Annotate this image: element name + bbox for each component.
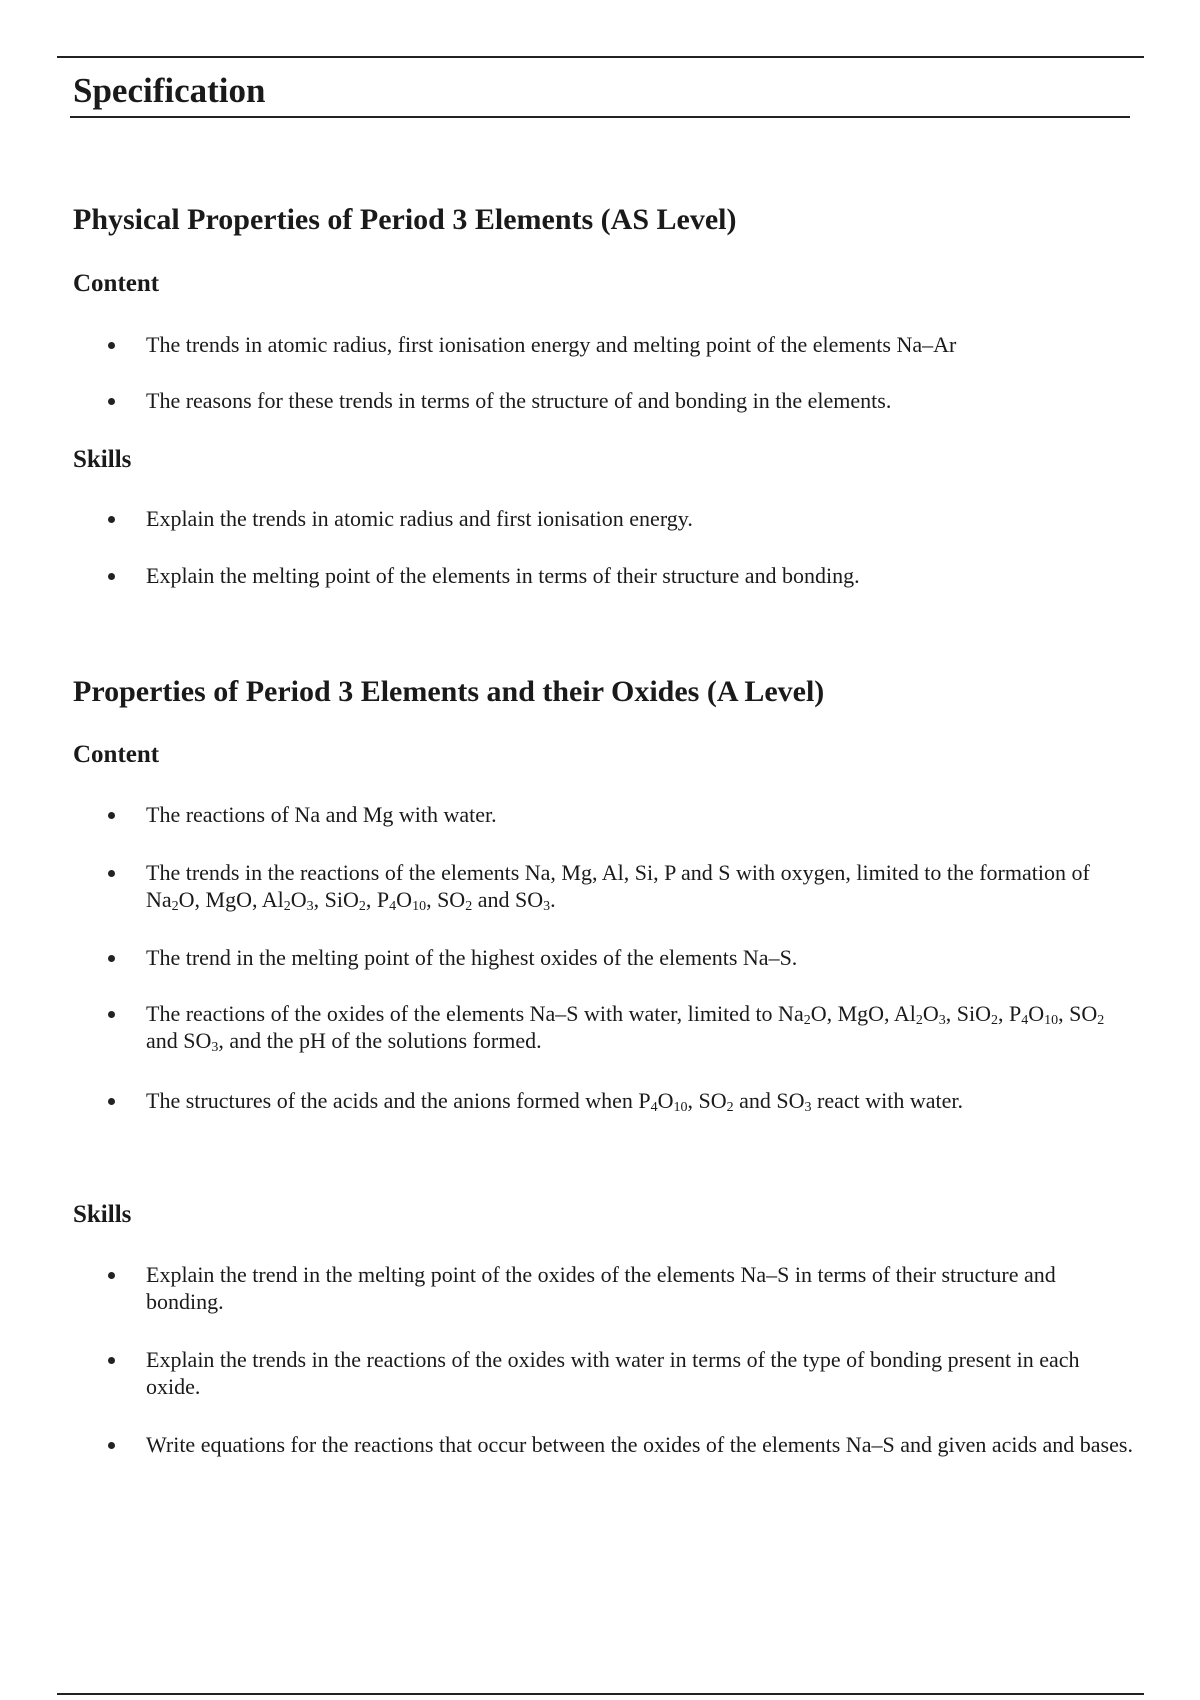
bullet-icon [108, 398, 115, 405]
bullet-icon [108, 1442, 115, 1449]
bullet-icon [108, 573, 115, 580]
page-title: Specification [73, 71, 266, 110]
bullet-icon [108, 955, 115, 962]
skills-heading-a-level: Skills [73, 1201, 132, 1228]
bullet-icon [108, 1011, 115, 1018]
section-heading-as-level: Physical Properties of Period 3 Elements (AS Level) [73, 203, 737, 236]
section-heading-a-level: Properties of Period 3 Elements and their Oxides (A Level) [73, 675, 825, 708]
skills-heading-as-level: Skills [73, 446, 132, 473]
content-heading-as-level: Content [73, 270, 160, 297]
bottom-rule [57, 1693, 1144, 1695]
top-rule [57, 56, 1144, 58]
title-underline [70, 116, 1130, 118]
bullet-icon [108, 516, 115, 523]
bullet-icon [108, 870, 115, 877]
bullet-icon [108, 1098, 115, 1105]
content-heading-a-level: Content [73, 741, 160, 768]
bullet-icon [108, 1272, 115, 1279]
bullet-icon [108, 812, 115, 819]
bullet-icon [108, 1357, 115, 1364]
bullet-icon [108, 342, 115, 349]
